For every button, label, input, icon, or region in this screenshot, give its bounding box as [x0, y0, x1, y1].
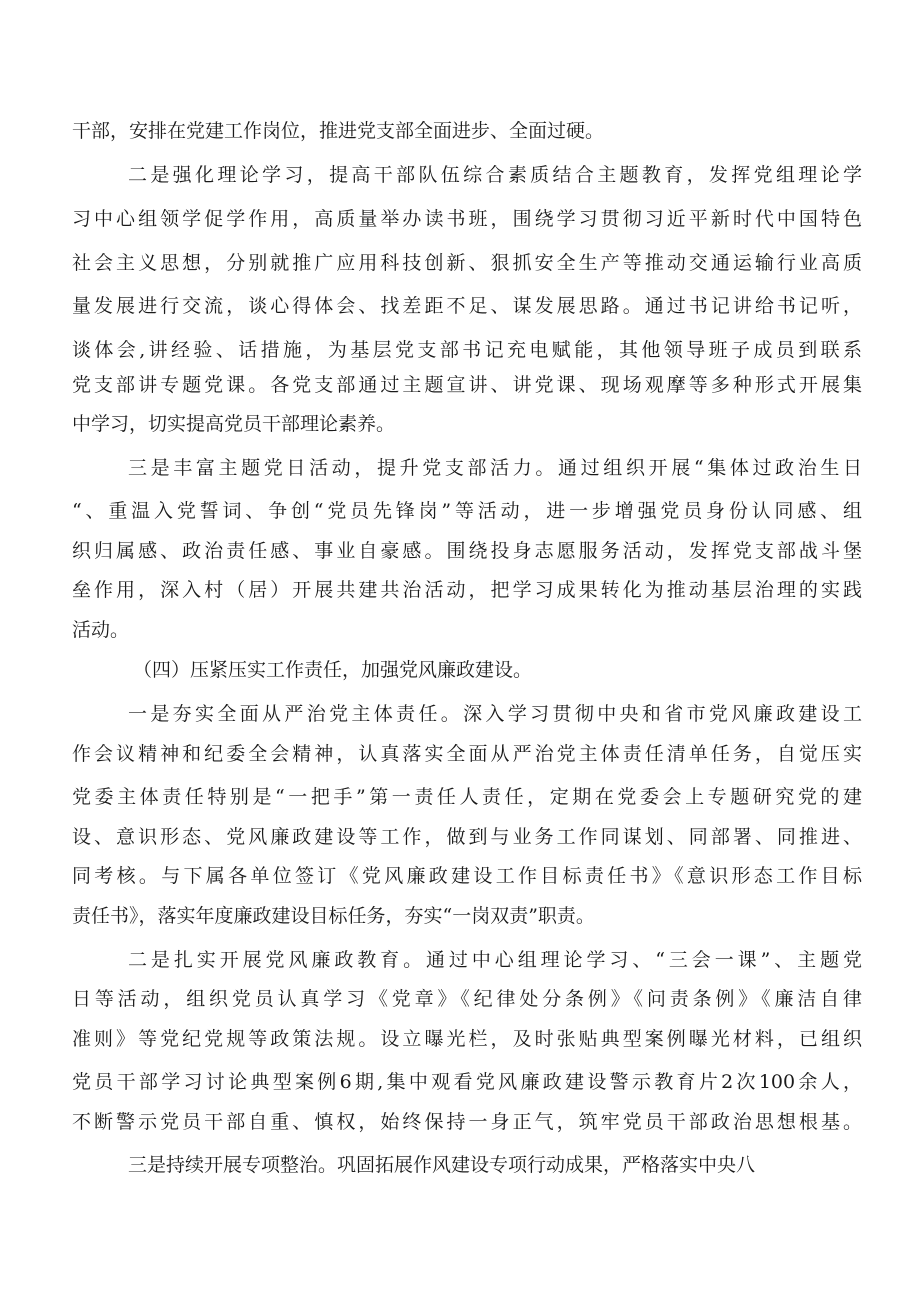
- text-line: 中学习，切实提高党员干部理论素养。: [72, 413, 396, 435]
- text-line: 设、意识形态、党风廉政建设等工作，做到与业务工作同谋划、同部署、同推进、: [72, 826, 862, 848]
- text-line: 党员干部学习讨论典型案例6期,集中观看党风廉政建设警示教育片2次100余人，: [72, 1071, 862, 1093]
- paragraph-first-line: 一是夯实全面从严治党主体责任。深入学习贯彻中央和省市党风廉政建设工: [128, 703, 862, 725]
- text-line: 社会主义思想，分别就推广应用科技创新、狠抓安全生产等推动交通运输行业高质: [72, 252, 862, 274]
- text-line: 谈体会,讲经验、话措施，为基层党支部书记充电赋能，其他领导班子成员到联系: [72, 339, 862, 361]
- text-line: 日等活动，组织党员认真学习《党章》《纪律处分条例》《问责条例》《廉洁自律: [72, 988, 862, 1010]
- text-line: 党委主体责任特别是“一把手”第一责任人责任，定期在党委会上专题研究党的建: [72, 786, 862, 808]
- text-line: 作会议精神和纪委全会精神，认真落实全面从严治党主体责任清单任务，自觉压实: [72, 743, 862, 765]
- paragraph-first-line: 三是持续开展专项整治。巩固拓展作风建设专项行动成果，严格落实中央八: [128, 1154, 756, 1176]
- section-heading: （四）压紧压实工作责任，加强党风廉政建设。: [133, 659, 533, 681]
- text-line: 量发展进行交流，谈心得体会、找差距不足、谋发展思路。通过书记讲给书记听，: [72, 295, 862, 317]
- text-line: 同考核。与下属各单位签订《党风廉政建设工作目标责任书》《意识形态工作目标: [72, 865, 862, 887]
- text-line: “、重温入党誓词、争创“党员先锋岗”等活动，进一步增强党员身份认同感、组: [72, 500, 862, 522]
- paragraph-first-line: 三是丰富主题党日活动，提升党支部活力。通过组织开展“集体过政治生日: [128, 457, 862, 479]
- text-line: 垒作用，深入村（居）开展共建共治活动，把学习成果转化为推动基层治理的实践: [72, 579, 862, 601]
- paragraph-first-line: 二是强化理论学习，提高干部队伍综合素质结合主题教育，发挥党组理论学: [128, 164, 862, 186]
- text-line: 准则》等党纪党规等政策法规。设立曝光栏，及时张贴典型案例曝光材料，已组织: [72, 1028, 862, 1050]
- text-line: 党支部讲专题党课。各党支部通过主题宣讲、讲党课、现场观摩等多种形式开展集: [72, 374, 862, 396]
- text-line: 活动。: [72, 619, 130, 641]
- text-line: 习中心组领学促学作用，高质量举办读书班，围绕学习贯彻习近平新时代中国特色: [72, 208, 862, 230]
- text-line: 干部，安排在党建工作岗位，推进党支部全面进步、全面过硬。: [72, 120, 605, 142]
- text-line: 责任书》，落实年度廉政建设目标任务，夯实“一岗双责”职责。: [72, 905, 595, 927]
- text-line: 织归属感、政治责任感、事业自豪感。围绕投身志愿服务活动，发挥党支部战斗堡: [72, 540, 862, 562]
- paragraph-first-line: 二是扎实开展党风廉政教育。通过中心组理论学习、“三会一课”、主题党: [128, 949, 862, 971]
- text-line: 不断警示党员干部自重、慎权，始终保持一身正气，筑牢党员干部政治思想根基。: [72, 1111, 862, 1133]
